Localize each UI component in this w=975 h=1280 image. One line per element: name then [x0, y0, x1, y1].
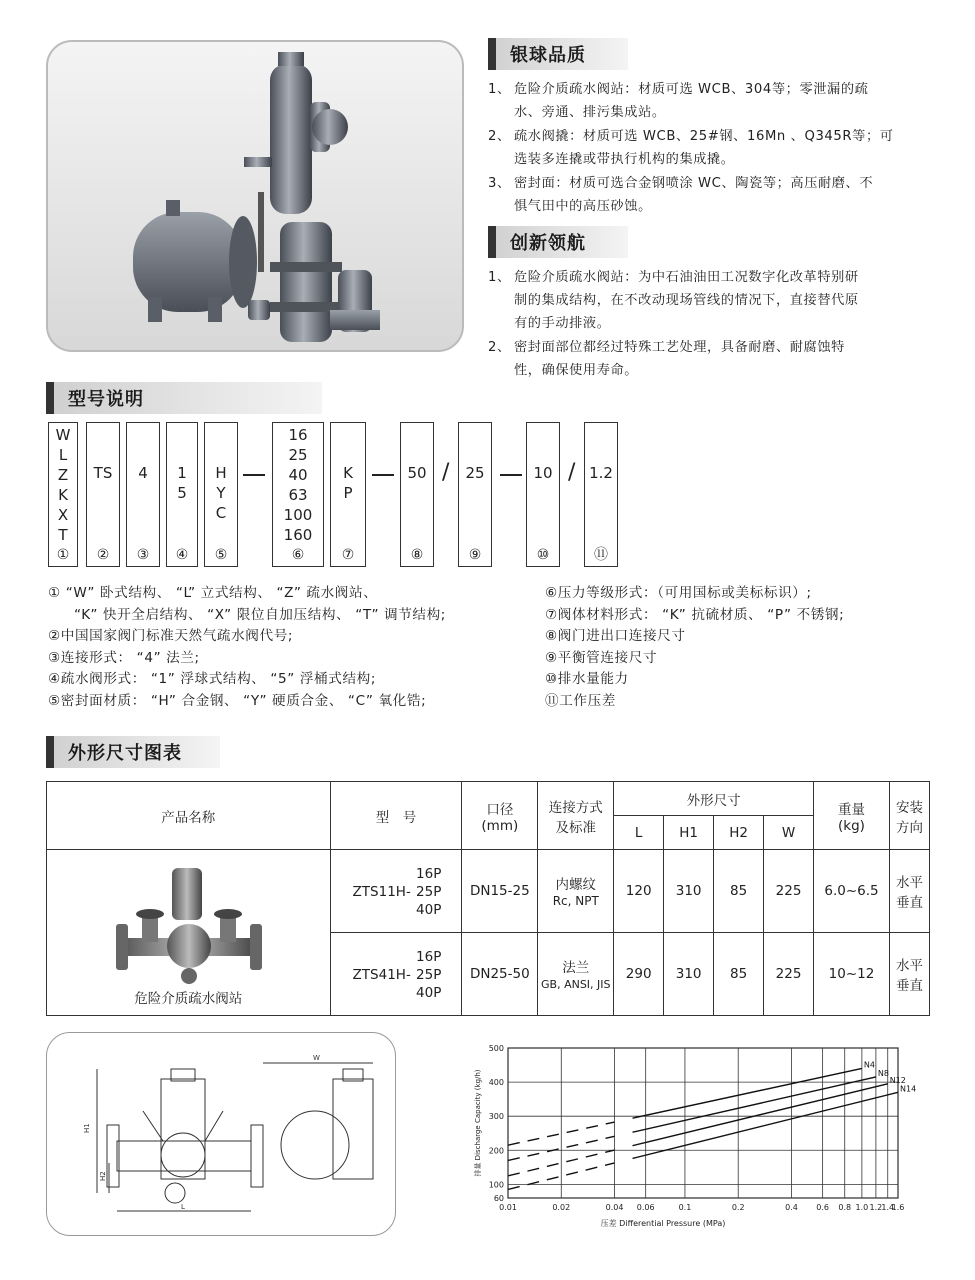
header-connection: 连接方式 及标准: [538, 782, 614, 850]
model-section-header: [46, 382, 322, 414]
separator-dash: [500, 474, 522, 476]
y-tick-label: 400: [488, 1078, 504, 1088]
product-name: 危险介质疏水阀站: [134, 991, 243, 1007]
model-cell-1: 16P ZTS11H- 25P 40P: [330, 850, 462, 933]
model-legend-left: ① “W” 卧式结构、 “L” 立式结构、 “Z” 疏水阀站、 “K” 快开全启结构、 “X” 限位自加压结构、 “T” 调节结构; ②中国国家阀门标准天然气疏水阀代号; ③连接形式： “4” 法兰; ④疏水阀形式： “1” 浮球式结构、 “5” 浮桶式结构; ⑤密封面材质： “H” 合金钢、 “Y” 硬质合金、 “C” 氧化锆;: [48, 585, 446, 709]
innovation-item-1: 1、 危险介质疏水阀站：为中石油油田工况数字化改革特别研 制的集成结构，在不改动现场管线的情况下，直接替代原 有的手动排液。: [488, 270, 859, 331]
header-install: 安装 方向: [889, 782, 929, 850]
dimension-drawing: [47, 1033, 397, 1237]
model-code-box: 1.2 ⑪: [584, 422, 618, 567]
innovation-title: 创新领航: [510, 233, 586, 254]
model-code-box: 10 ⑩: [526, 422, 560, 567]
series-label: N14: [900, 1084, 917, 1094]
separator-slash: /: [442, 460, 450, 485]
discharge-capacity-chart: [470, 1040, 930, 1240]
header-bore: 口径 (mm): [462, 782, 538, 850]
quality-item-3: 3、 密封面：材质可选合金钢喷涂 WC、陶瓷等；高压耐磨、不 惧气田中的高压砂蚀。: [488, 176, 874, 214]
header-H2: H2: [714, 816, 764, 850]
dimension-section-header: [46, 736, 220, 768]
x-tick-label: 0.06: [636, 1203, 655, 1212]
x-tick-label: 0.02: [552, 1203, 571, 1212]
model-cell-2: 16P ZTS41H- 25P 40P: [330, 933, 462, 1016]
header-model: 型 号: [330, 782, 462, 850]
table-row: 16P ZTS41H- 25P 40P DN25-50 法兰 GB, ANSI, JIS 290 310 85 225 10~12 水平 垂直: [47, 933, 930, 1016]
y-axis-label: 排量 Discharge Capacity (kg/h): [474, 1069, 482, 1177]
conn-cell-2: 法兰 GB, ANSI, JIS: [538, 933, 614, 1016]
dimension-drawing-panel: [46, 1032, 396, 1236]
y-tick-label: 200: [488, 1146, 504, 1156]
quality-section-header: [488, 38, 628, 70]
quality-title: 银球品质: [510, 45, 586, 66]
x-tick-label: 0.6: [816, 1203, 829, 1212]
chart-svg: [470, 1040, 930, 1240]
bore-cell-1: DN15-25: [462, 850, 538, 933]
quality-item-1: 1、 危险介质疏水阀站：材质可选 WCB、304等；零泄漏的疏 水、旁通、排污集成站。: [488, 82, 869, 120]
x-tick-label: 1.0: [855, 1203, 869, 1212]
x-tick-label: 0.2: [731, 1203, 745, 1212]
series-label: N12: [889, 1075, 906, 1085]
svg-text:H1: H1: [83, 1123, 91, 1133]
header-outer-dimensions: 外形尺寸: [614, 782, 814, 816]
header-weight: 重量 (kg): [814, 782, 890, 850]
series-label: N4: [863, 1060, 875, 1070]
separator-slash: /: [568, 460, 576, 485]
x-tick-label: 1.2: [869, 1203, 883, 1212]
model-code-box: W L Z K X T ①: [48, 422, 78, 567]
header-W: W: [764, 816, 814, 850]
x-tick-label: 0.4: [785, 1203, 798, 1212]
svg-text:W: W: [313, 1054, 320, 1062]
x-tick-label: 0.01: [499, 1203, 517, 1212]
svg-text:H2: H2: [99, 1171, 107, 1181]
dimension-title: 外形尺寸图表: [68, 743, 182, 764]
conn-cell-1: 内螺纹 Rc, NPT: [538, 850, 614, 933]
separator-dash: [243, 474, 265, 476]
install-cell-2: 水平 垂直: [889, 933, 929, 1016]
model-code-box: H Y C ⑤: [204, 422, 238, 567]
product-photo-panel: [46, 40, 464, 352]
y-tick-label: 300: [488, 1112, 504, 1122]
model-code-box: 50 ⑧: [400, 422, 434, 567]
header-H1: H1: [664, 816, 714, 850]
header-L: L: [614, 816, 664, 850]
product-photo: [48, 42, 464, 352]
valve-station-image: [114, 864, 264, 994]
y-tick-label: 100: [488, 1180, 504, 1190]
x-axis-label: 压差 Differential Pressure (MPa): [600, 1219, 726, 1228]
series-label: N8: [877, 1068, 889, 1078]
install-cell-1: 水平 垂直: [889, 850, 929, 933]
x-tick-label: 0.1: [678, 1203, 692, 1212]
quality-item-2: 2、 疏水阀撬：材质可选 WCB、25#钢、16Mn 、Q345R等；可 选装多连撬或带执行机构的集成撬。: [488, 129, 894, 167]
x-tick-label: 0.04: [605, 1203, 624, 1212]
dimension-table: [46, 781, 930, 1016]
model-code-box: 25 ⑨: [458, 422, 492, 567]
y-tick-label: 500: [488, 1044, 504, 1053]
bore-cell-2: DN25-50: [462, 933, 538, 1016]
product-cell: [47, 850, 331, 1016]
x-tick-label: 0.8: [838, 1203, 852, 1212]
model-legend-right: ⑥压力等级形式：（可用国标或美标标识）; ⑦阀体材料形式： “K” 抗硫材质、 “P” 不锈钢; ⑧阀门进出口连接尺寸 ⑨平衡管连接尺寸 ⑩排水量能力 ⑪工作压差: [545, 585, 845, 709]
model-code-box: 4 ③: [126, 422, 160, 567]
model-code-box: TS ②: [86, 422, 120, 567]
model-code-box: 16 25 40 63 100 160 ⑥: [272, 422, 324, 567]
innovation-section-header: [488, 226, 628, 258]
y-tick-label: 60: [493, 1194, 504, 1203]
separator-dash: [372, 474, 394, 476]
x-tick-label: 1.6: [891, 1203, 905, 1212]
table-row: 危险介质疏水阀站 16P ZTS11H- 25P 40P DN15-25 内螺纹 Rc, NPT 120 310 85 225 6.0~6.5 水平 垂直: [47, 850, 930, 933]
innovation-item-2: 2、 密封面部位都经过特殊工艺处理，具备耐磨、耐腐蚀特 性，确保使用寿命。: [488, 340, 845, 378]
svg-text:L: L: [181, 1203, 185, 1211]
x-tick-label: 1.4: [881, 1203, 895, 1212]
model-title: 型号说明: [68, 389, 144, 410]
model-code-box: K P ⑦: [330, 422, 366, 567]
model-code-box: 1 5 ④: [166, 422, 198, 567]
header-product: 产品名称: [47, 782, 331, 850]
